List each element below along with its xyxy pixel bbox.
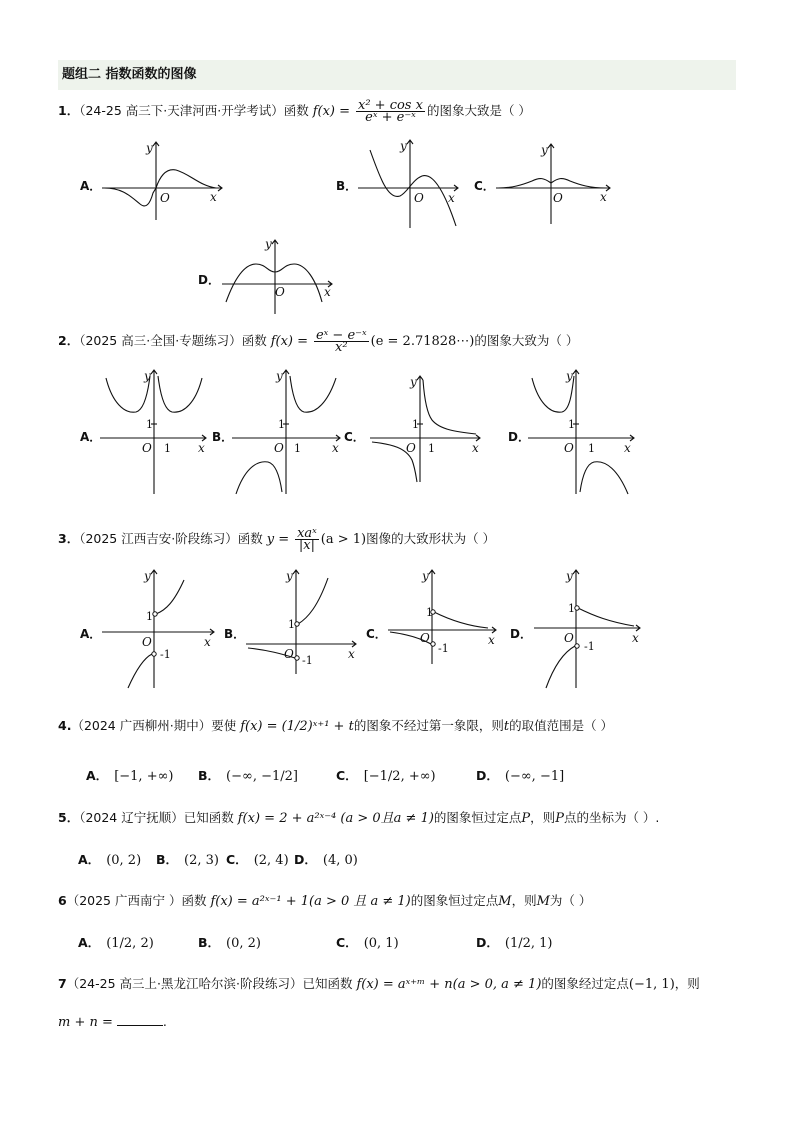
q3d-left: [546, 646, 575, 688]
q6-option-c-value: (0, 1): [363, 936, 399, 951]
q3-option-c-label[interactable]: C．: [366, 627, 387, 641]
q3-option-a-label[interactable]: A．: [80, 627, 102, 641]
q1c-curve: [498, 179, 606, 188]
q4-option-c-value: [−1/2, +∞): [363, 769, 436, 784]
y-label: y: [286, 569, 293, 583]
q4-option-c-label: C．: [336, 768, 358, 783]
q1-graph-a: [98, 138, 228, 222]
q6-option-a-label: A．: [78, 935, 101, 950]
q6-text-end: 为（ ）: [549, 893, 592, 908]
question-7: [58, 974, 700, 995]
q2b-left: [236, 462, 282, 494]
y-label: y: [146, 141, 153, 155]
q6-number: 6: [58, 893, 67, 908]
x-label: x: [198, 441, 205, 455]
q1-func: f(x) =: [312, 104, 351, 119]
q4-option-d-label: D．: [476, 768, 499, 783]
q7-number: 7: [58, 976, 67, 991]
q3-text-before: 函数: [237, 531, 263, 546]
q5-text-after: 的图象恒过定点: [433, 810, 522, 825]
label-1: 1: [146, 610, 153, 623]
q2-text-before: 函数: [241, 333, 267, 348]
x-label: x: [210, 190, 217, 204]
q1-number: 1．: [58, 103, 80, 118]
q7-line2-end: .: [162, 1014, 167, 1029]
q4-func: f(x) = (1/2)ˣ⁺¹ + t: [240, 719, 354, 734]
q2-option-c-label[interactable]: C．: [344, 430, 365, 444]
y-label: y: [400, 139, 407, 153]
q1d-curve: [226, 264, 322, 302]
q2b-right: [290, 376, 336, 412]
q2-func: f(x) =: [270, 334, 308, 349]
origin-label: O: [274, 441, 284, 455]
q4-option-d[interactable]: [476, 766, 564, 787]
origin-label: O: [160, 191, 170, 205]
question-3: [58, 528, 495, 551]
q7-func: f(x) = aˣ⁺ᵐ + n(a > 0, a ≠ 1): [356, 977, 542, 992]
q2-denominator: x²: [335, 340, 348, 355]
x-label: x: [332, 441, 339, 455]
q4-number: 4.: [58, 718, 72, 733]
label-1: 1: [568, 602, 575, 615]
q1-graph-c: [492, 140, 618, 226]
q6-text-after: 的图象恒过定点: [410, 893, 499, 908]
q1-source: （24-25 高三下·天津河西·开学考试）: [79, 103, 284, 118]
q3-fraction: [295, 528, 319, 551]
section-title: 题组二 指数函数的图像: [58, 60, 736, 90]
q7-source: （24-25 高三上·黑龙江哈尔滨·阶段练习）: [66, 976, 303, 991]
q2-option-d-label[interactable]: D．: [508, 430, 530, 444]
q6-option-b-value: (0, 2): [226, 936, 261, 951]
q7-text-before: 已知函数: [302, 976, 353, 991]
q3-graph-c: [384, 566, 502, 666]
open-point: [153, 612, 157, 616]
x-tick-label-1: 1: [164, 442, 171, 455]
y-label: y: [566, 569, 573, 583]
q6-option-a[interactable]: [78, 933, 154, 954]
q4-option-d-value: (−∞, −1]: [504, 769, 565, 784]
q4-text-end: 的取值范围是（ ）: [509, 718, 614, 733]
q5-option-c[interactable]: [226, 850, 289, 871]
q6-source: （2025 广西南宁 ）: [66, 893, 182, 908]
origin-label: O: [564, 441, 574, 455]
q6-option-a-value: (1/2, 2): [106, 936, 154, 951]
label-1: 1: [426, 606, 433, 619]
q2-graph-d: [524, 366, 640, 498]
x-label: x: [472, 441, 479, 455]
q3-graph-d: [530, 566, 646, 690]
origin-label: O: [142, 441, 152, 455]
q1-option-b-label[interactable]: B．: [336, 179, 358, 193]
q6-option-c-label: C．: [336, 935, 358, 950]
q3-func: y =: [266, 532, 290, 547]
label-1: 1: [288, 618, 295, 631]
open-point: [152, 652, 156, 656]
q5-text-before: 已知函数: [183, 810, 234, 825]
x-tick-label-1: 1: [588, 442, 595, 455]
q5-text-mid: ，则: [530, 810, 556, 825]
q2d-right: [580, 462, 628, 494]
q4-option-c[interactable]: [336, 766, 436, 787]
q5-option-a[interactable]: [78, 850, 141, 871]
q6-point: M: [498, 894, 512, 909]
question-7-line-2: [58, 1012, 167, 1033]
q2a-right: [158, 376, 202, 412]
x-label: x: [488, 633, 495, 647]
q1-option-a-label[interactable]: A．: [80, 179, 102, 193]
q2-graph-b: [228, 366, 346, 498]
q7-fixed-point: (−1, 1): [628, 977, 675, 992]
q3-condition: (a > 1): [320, 532, 367, 547]
question-1: [58, 100, 531, 123]
x-label: x: [324, 285, 331, 299]
origin-label: O: [284, 647, 294, 661]
origin-label: O: [553, 191, 563, 205]
open-point: [575, 644, 579, 648]
y-label: y: [422, 569, 429, 583]
q6-text-mid: ，则: [511, 893, 537, 908]
label-neg-1: -1: [160, 648, 171, 661]
q5-option-d[interactable]: [294, 850, 358, 871]
q3-numerator: xaˣ: [297, 526, 317, 541]
q2-graph-c: [366, 372, 486, 484]
q4-option-a[interactable]: [86, 766, 173, 787]
label-neg-1: -1: [584, 640, 595, 653]
q2-condition: (e = 2.71828⋯): [370, 334, 475, 349]
q5-option-c-value: (2, 4): [253, 853, 289, 868]
question-5: [58, 808, 659, 829]
open-point: [431, 642, 435, 646]
q3d-right: [578, 608, 634, 626]
q5-option-b[interactable]: [156, 850, 219, 871]
q6-option-d-value: (1/2, 1): [504, 936, 553, 951]
q6-option-b-label: B．: [198, 935, 221, 950]
label-neg-1: -1: [438, 642, 449, 655]
q6-option-c[interactable]: [336, 933, 399, 954]
q1-graph-b: [354, 136, 466, 230]
x-label: x: [600, 190, 607, 204]
q5-option-d-value: (4, 0): [322, 853, 358, 868]
q4-option-b-label: B．: [198, 768, 221, 783]
tick-label-1: 1: [146, 418, 153, 431]
q2-option-a-label[interactable]: A．: [80, 430, 102, 444]
y-label: y: [144, 569, 151, 583]
origin-label: O: [406, 441, 416, 455]
origin-label: O: [564, 631, 574, 645]
q5-text-end: 点的坐标为（ ）.: [563, 810, 660, 825]
q1-denominator: eˣ + e⁻ˣ: [365, 110, 416, 125]
q3-graph-a: [98, 566, 220, 690]
q2-number: 2．: [58, 333, 80, 348]
q3c-right: [434, 612, 488, 628]
q5-func: f(x) = 2 + a²ˣ⁻⁴ (a > 0且a ≠ 1): [237, 811, 434, 826]
q6-option-d-label: D．: [476, 935, 499, 950]
q5-option-a-label: A．: [78, 852, 101, 867]
q2-option-b-label[interactable]: B．: [212, 430, 234, 444]
q5-point-2: P: [555, 811, 564, 826]
tick-label-1: 1: [278, 418, 285, 431]
q6-text-before: 函数: [181, 893, 207, 908]
tick-label-1: 1: [412, 418, 419, 431]
x-label: x: [348, 647, 355, 661]
label-neg-1: -1: [302, 654, 313, 667]
q3-option-d-label[interactable]: D．: [510, 627, 532, 641]
q5-number: 5．: [58, 810, 80, 825]
q6-option-d[interactable]: [476, 933, 553, 954]
q2c-right: [423, 380, 476, 434]
q4-option-a-value: [−1, +∞): [114, 769, 174, 784]
x-label: x: [632, 631, 639, 645]
q4-option-a-label: A．: [86, 768, 109, 783]
q2-text-after: 的图象大致为（ ）: [474, 333, 579, 348]
q3-option-b-label[interactable]: B．: [224, 627, 246, 641]
q3-graph-b: [242, 566, 362, 676]
q5-source: （2024 辽宁抚顺）: [79, 810, 184, 825]
q5-option-c-label: C．: [226, 852, 248, 867]
q4-text-before: 要使: [211, 718, 237, 733]
origin-label: O: [142, 635, 152, 649]
q1-numerator: x² + cos x: [358, 98, 423, 113]
y-label: y: [541, 143, 548, 157]
q3-denominator: |x|: [298, 538, 315, 553]
q7-line2: m + n =: [58, 1015, 113, 1030]
q6-option-b[interactable]: [198, 933, 261, 954]
origin-label: O: [420, 631, 430, 645]
q3-number: 3．: [58, 531, 80, 546]
y-label: y: [566, 369, 573, 383]
q3-source: （2025 江西吉安·阶段练习）: [79, 531, 238, 546]
origin-label: O: [275, 285, 285, 299]
q1-text-before: 函数: [283, 103, 309, 118]
q3a-left: [128, 654, 152, 688]
q1-text-after: 的图象大致是（ ）: [426, 103, 531, 118]
q2-fraction: [314, 330, 369, 353]
q3b-right: [298, 578, 328, 624]
q5-option-b-value: (2, 3): [184, 853, 219, 868]
q2-source: （2025 高三·全国·专题练习）: [79, 333, 242, 348]
y-label: y: [144, 369, 151, 383]
open-point: [295, 622, 299, 626]
x-label: x: [624, 441, 631, 455]
q4-text-after: 的图象不经过第一象限，则: [353, 718, 504, 733]
y-label: y: [276, 369, 283, 383]
q4-option-b[interactable]: [198, 766, 298, 787]
q2-graph-a: [96, 366, 212, 498]
tick-label-1: 1: [568, 418, 575, 431]
q4-source: （2024 广西柳州·期中）: [71, 718, 212, 733]
q6-point-2: M: [536, 894, 550, 909]
q1-option-d-label[interactable]: D．: [198, 273, 220, 287]
q6-func: f(x) = a²ˣ⁻¹ + 1(a > 0 且 a ≠ 1): [210, 894, 411, 909]
x-label: x: [204, 635, 211, 649]
origin-label: O: [414, 191, 424, 205]
q3a-right: [156, 580, 184, 614]
q5-option-d-label: D．: [294, 852, 317, 867]
x-tick-label-1: 1: [428, 442, 435, 455]
q4-option-b-value: (−∞, −1/2]: [226, 769, 298, 784]
y-label: y: [410, 375, 417, 389]
q7-text-end: ，则: [674, 976, 700, 991]
q7-answer-blank[interactable]: [117, 1013, 163, 1026]
question-2: [58, 330, 578, 353]
x-label: x: [448, 191, 455, 205]
q5-point: P: [521, 811, 531, 826]
q1-fraction: [356, 100, 425, 123]
question-4: [58, 716, 613, 737]
open-point: [295, 656, 299, 660]
question-6: [58, 891, 591, 912]
q4-var: t: [503, 719, 510, 734]
q1-graph-d: [218, 236, 338, 316]
open-point: [575, 606, 579, 610]
q5-option-a-value: (0, 2): [106, 853, 142, 868]
x-tick-label-1: 1: [294, 442, 301, 455]
q3-text-after: 图像的大致形状为（ ）: [366, 531, 496, 546]
y-label: y: [265, 237, 272, 251]
q2-numerator: eˣ − e⁻ˣ: [315, 328, 367, 343]
q7-text-after: 的图象经过定点: [541, 976, 629, 991]
q1-option-c-label[interactable]: C．: [474, 179, 495, 193]
q5-option-b-label: B．: [156, 852, 179, 867]
